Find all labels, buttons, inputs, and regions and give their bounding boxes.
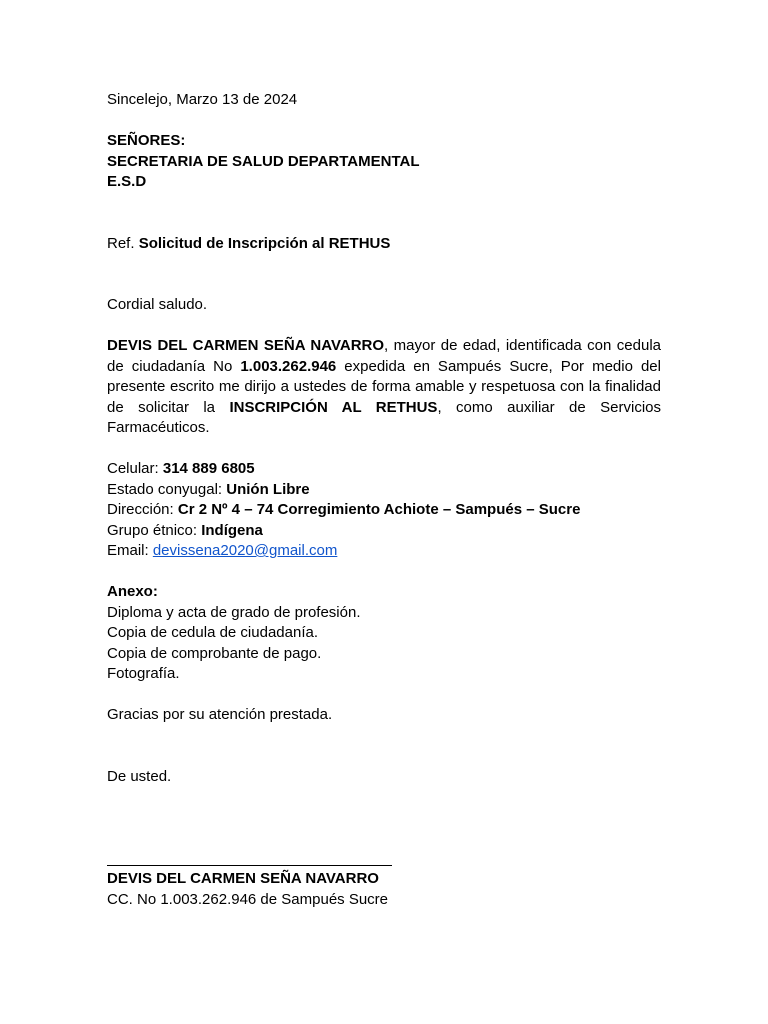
greeting: Cordial saludo. (107, 296, 208, 313)
phone-label: Celular: (107, 460, 163, 477)
spacer (107, 316, 661, 337)
address-label: Dirección: (107, 501, 178, 518)
signature-id: CC. No 1.003.262.946 de Sampués Sucre (107, 890, 389, 908)
signature-name: DEVIS DEL CARMEN SEÑA NAVARRO (107, 870, 379, 887)
request-title: INSCRIPCIÓN AL RETHUS (229, 398, 438, 416)
email-label: Email: (107, 542, 153, 559)
recipient-salutation: SEÑORES: (107, 132, 186, 149)
reference-subject: Solicitud de Inscripción al RETHUS (138, 234, 391, 252)
annex-item: Copia de cedula de ciudadanía. (107, 624, 318, 641)
annex-item: Diploma y acta de grado de profesión. (107, 603, 361, 621)
ethnic-label: Grupo étnico: (107, 521, 202, 539)
annex-title: Anexo: (107, 583, 158, 600)
ethnic-value: Indígena (201, 521, 263, 539)
spacer (107, 193, 661, 234)
spacer (107, 685, 661, 706)
marital-row (107, 480, 661, 501)
thanks-line: Gracias por su atención prestada. (107, 706, 333, 723)
body-text-1: , mayor de edad, identificada con cedula de ciudadanía No (107, 337, 661, 375)
email-row (107, 541, 661, 562)
body-paragraph (107, 336, 661, 439)
letter-body (107, 90, 661, 787)
spacer (107, 726, 661, 767)
recipient-entity: SECRETARIA DE SALUD DEPARTAMENTAL (107, 152, 420, 170)
annex-block (107, 582, 661, 685)
reference-prefix: Ref. (107, 234, 139, 252)
closing-line: De usted. (107, 767, 172, 785)
body-text-2: expedida en Sampués Sucre, Por medio del presente escrito me dirijo a ustedes de forma amable y respetuosa con la finalidad de solicitar la (107, 357, 661, 416)
spacer (107, 254, 661, 295)
place-date: Sincelejo, Marzo 13 de 2024 (107, 91, 298, 108)
signature-line (107, 865, 392, 866)
address-value: Cr 2 Nº 4 – 74 Corregimiento Achiote – Sampués – Sucre (177, 501, 581, 518)
applicant-name: DEVIS DEL CARMEN SEÑA NAVARRO (107, 337, 385, 354)
recipient-block (107, 131, 661, 193)
recipient-esd: E.S.D (107, 173, 147, 190)
contact-details (107, 459, 661, 562)
spacer (107, 111, 661, 132)
ethnic-row (107, 521, 661, 542)
email-link[interactable]: devissena2020@gmail.com (152, 542, 338, 559)
annex-item: Fotografía. (107, 665, 180, 682)
signature-block (107, 869, 388, 910)
annex-item: Copia de comprobante de pago. (107, 644, 322, 662)
phone-value: 314 889 6805 (162, 460, 255, 477)
marital-value: Unión Libre (226, 480, 310, 498)
body-text-3: , como auxiliar de Servicios Farmacéuticos. (107, 398, 661, 436)
marital-label: Estado conyugal: (107, 480, 227, 498)
spacer (107, 439, 661, 460)
id-number: 1.003.262.946 (240, 357, 337, 375)
spacer (107, 562, 661, 583)
reference-line (107, 234, 661, 255)
address-row (107, 500, 661, 521)
phone-row (107, 459, 661, 480)
